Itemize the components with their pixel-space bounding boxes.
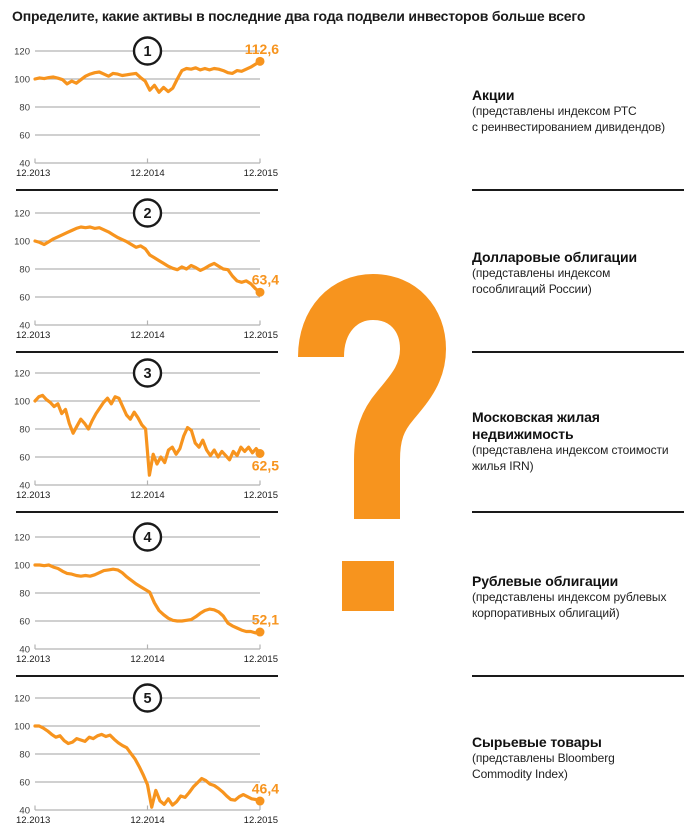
answer-blank-line — [472, 189, 684, 191]
badge-number: 3 — [143, 366, 152, 382]
chart-separator-line — [16, 511, 278, 513]
y-tick-label: 100 — [14, 236, 30, 248]
chart-separator-line — [16, 675, 278, 677]
data-line — [35, 565, 260, 633]
y-tick-label: 40 — [19, 644, 30, 656]
y-tick-label: 40 — [19, 805, 30, 817]
x-tick-label: 12.2014 — [130, 654, 165, 665]
asset-name-line: Московская жилая — [472, 409, 600, 425]
asset-section-1 — [0, 31, 700, 193]
end-dot — [256, 57, 265, 66]
y-tick-label: 100 — [14, 721, 30, 733]
y-tick-label: 60 — [19, 292, 30, 304]
x-tick-label: 12.2013 — [16, 815, 51, 826]
x-tick-label: 12.2014 — [130, 815, 165, 826]
badge-number: 5 — [143, 691, 152, 707]
asset-name-line: Долларовые облигации — [472, 249, 638, 265]
asset-desc-line: (представлена индексом стоимости — [472, 443, 669, 457]
y-tick-label: 40 — [19, 320, 30, 332]
asset-label-block — [472, 734, 688, 782]
y-tick-label: 40 — [19, 480, 30, 492]
end-dot — [256, 288, 265, 297]
y-tick-label: 120 — [14, 532, 30, 544]
x-tick-label: 12.2014 — [130, 168, 165, 179]
asset-name-line: Акции — [472, 87, 515, 103]
asset-section-5 — [0, 678, 700, 840]
data-line — [35, 61, 260, 92]
y-tick-label: 80 — [19, 424, 30, 436]
asset-desc-line: (представлены Bloomberg — [472, 751, 615, 765]
badge-number: 1 — [143, 44, 152, 60]
y-tick-label: 60 — [19, 616, 30, 628]
line-chart-2 — [0, 193, 300, 353]
data-line — [35, 726, 260, 807]
y-tick-label: 100 — [14, 74, 30, 86]
asset-label-block — [472, 87, 688, 135]
asset-label-block — [472, 573, 688, 621]
end-dot — [256, 628, 265, 637]
x-tick-label: 12.2014 — [130, 330, 165, 341]
asset-name-line: Рублевые облигации — [472, 573, 619, 589]
answer-blank-line — [472, 675, 684, 677]
asset-name-line: недвижимость — [472, 426, 574, 442]
line-chart-1 — [0, 31, 300, 191]
end-value-label: 62,5 — [251, 457, 279, 474]
y-tick-label: 100 — [14, 560, 30, 572]
y-tick-label: 80 — [19, 588, 30, 600]
x-tick-label: 12.2015 — [243, 654, 278, 665]
x-tick-label: 12.2013 — [16, 330, 51, 341]
y-tick-label: 100 — [14, 396, 30, 408]
asset-label-block — [472, 249, 688, 297]
end-dot — [256, 797, 265, 806]
x-tick-label: 12.2014 — [130, 490, 165, 501]
x-tick-label: 12.2015 — [243, 490, 278, 501]
answer-blank-line — [472, 511, 684, 513]
asset-desc-line: (представлены индексом РТС — [472, 104, 637, 118]
page-title: Определите, какие активы в последние два года подвели инвесторов больше всего — [12, 8, 586, 24]
x-tick-label: 12.2015 — [243, 168, 278, 179]
chart-separator-line — [16, 189, 278, 191]
asset-section-4 — [0, 517, 700, 679]
line-chart-3 — [0, 353, 300, 513]
asset-desc-line: (представлены индексом рублевых — [472, 590, 667, 604]
asset-desc-line: жилья IRN) — [472, 458, 534, 473]
badge-number: 4 — [143, 530, 152, 546]
data-line — [35, 395, 260, 475]
asset-label-block — [472, 409, 688, 474]
x-tick-label: 12.2015 — [243, 330, 278, 341]
y-tick-label: 40 — [19, 158, 30, 170]
y-tick-label: 80 — [19, 749, 30, 761]
y-tick-label: 80 — [19, 264, 30, 276]
line-chart-5 — [0, 678, 300, 838]
end-value-label: 46,4 — [251, 780, 279, 797]
asset-section-3 — [0, 353, 700, 515]
y-tick-label: 120 — [14, 46, 30, 58]
x-tick-label: 12.2015 — [243, 815, 278, 826]
asset-desc-line: (представлены индексом — [472, 266, 611, 280]
x-tick-label: 12.2013 — [16, 490, 51, 501]
badge-number: 2 — [143, 206, 152, 222]
asset-name-line: Сырьевые товары — [472, 734, 602, 750]
end-value-label: 112,6 — [244, 40, 279, 57]
x-tick-label: 12.2013 — [16, 654, 51, 665]
asset-desc-line: с реинвестированием дивидендов) — [472, 119, 666, 134]
end-value-label: 63,4 — [251, 271, 279, 288]
asset-desc-line: гособлигаций России) — [472, 281, 592, 296]
asset-desc-line: Commodity Index) — [472, 766, 568, 781]
y-tick-label: 60 — [19, 452, 30, 464]
data-line — [35, 227, 260, 292]
line-chart-4 — [0, 517, 300, 677]
asset-desc-line: корпоративных облигаций) — [472, 605, 620, 620]
y-tick-label: 60 — [19, 130, 30, 142]
y-tick-label: 120 — [14, 208, 30, 220]
y-tick-label: 80 — [19, 102, 30, 114]
y-tick-label: 120 — [14, 368, 30, 380]
y-tick-label: 60 — [19, 777, 30, 789]
end-value-label: 52,1 — [251, 611, 279, 628]
y-tick-label: 120 — [14, 693, 30, 705]
x-tick-label: 12.2013 — [16, 168, 51, 179]
asset-section-2 — [0, 193, 700, 355]
